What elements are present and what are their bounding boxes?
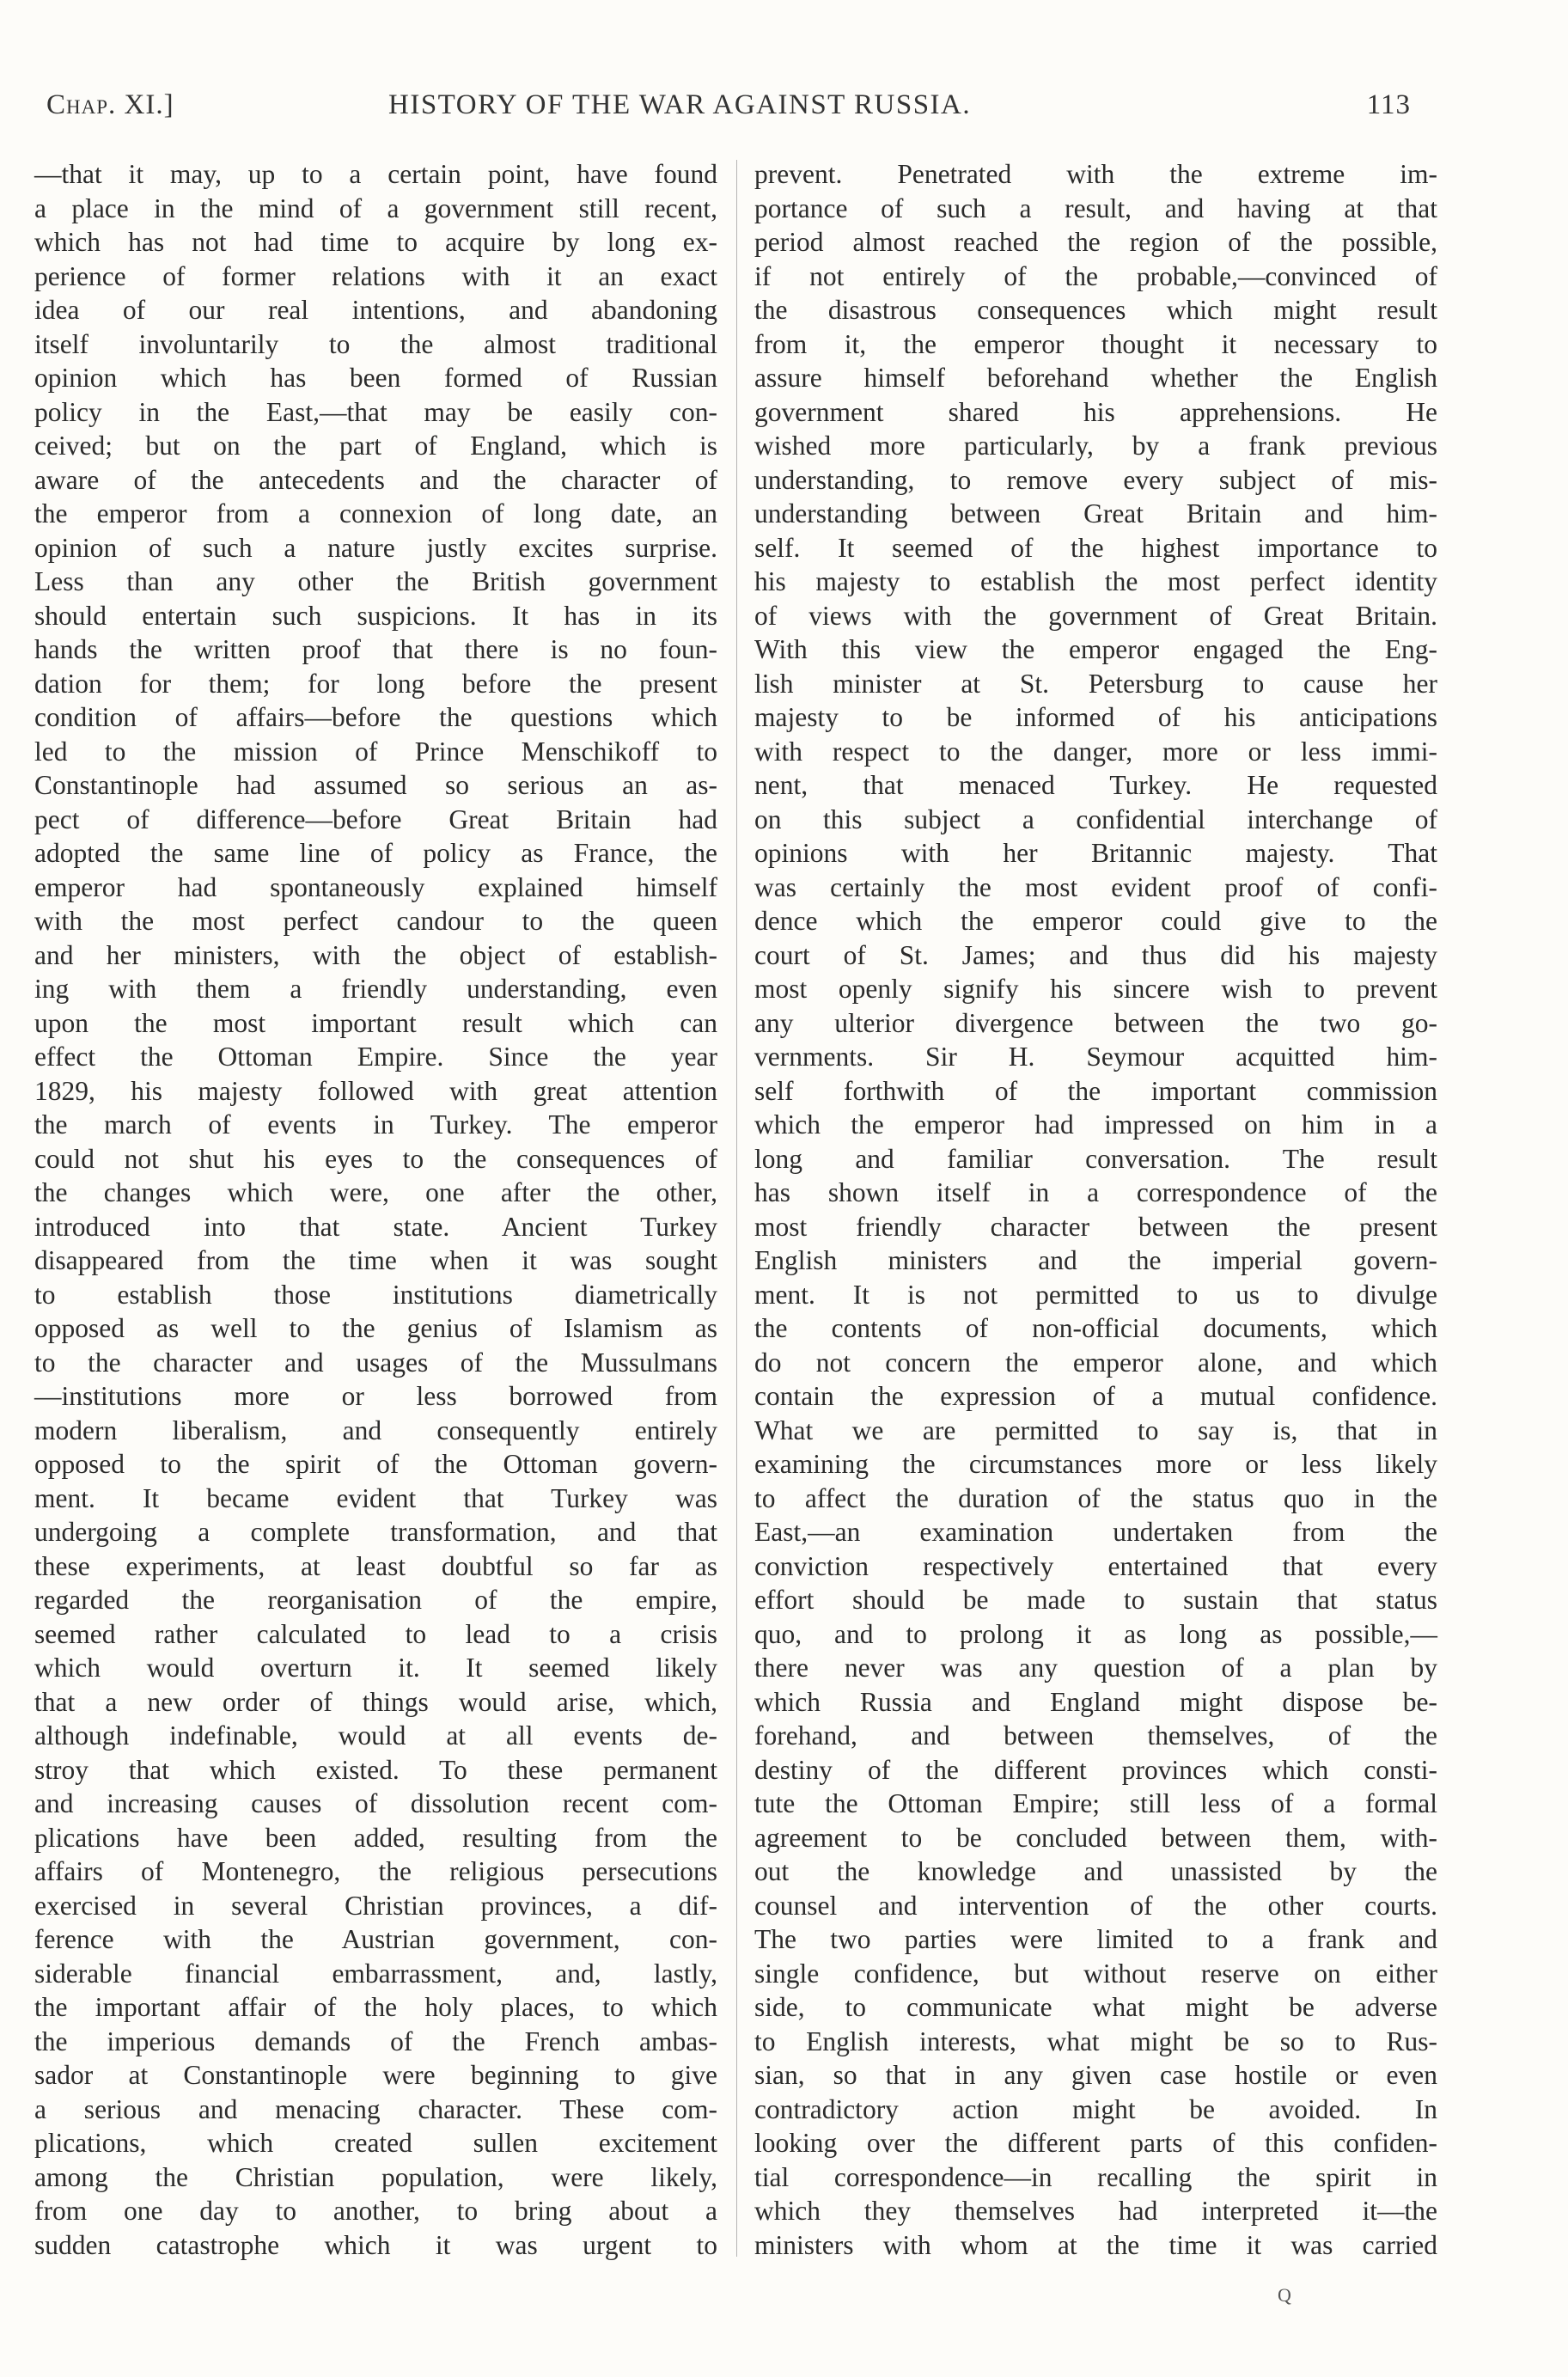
text-line: self forthwith of the important commission bbox=[754, 1075, 1437, 1106]
text-line: itself involuntarily to the almost traditional bbox=[34, 328, 717, 359]
text-line: introduced into that state. Ancient Turkey bbox=[34, 1211, 717, 1242]
text-line: With this view the emperor engaged the Eng- bbox=[754, 634, 1437, 664]
text-line: nent, that menaced Turkey. He requested bbox=[754, 770, 1437, 800]
text-line: exercised in several Christian provinces, a dif- bbox=[34, 1890, 717, 1921]
text-line: his majesty to establish the most perfect identity bbox=[754, 566, 1437, 596]
text-line: prevent. Penetrated with the extreme im- bbox=[754, 159, 1437, 189]
text-line: modern liberalism, and consequently entirely bbox=[34, 1415, 717, 1445]
text-line: ing with them a friendly understanding, even bbox=[34, 974, 717, 1004]
text-line: there never was any question of a plan by bbox=[754, 1653, 1437, 1683]
text-line: a serious and menacing character. These com- bbox=[34, 2093, 717, 2124]
text-line: ference with the Austrian government, con- bbox=[34, 1924, 717, 1954]
text-line: from it, the emperor thought it necessary to bbox=[754, 328, 1437, 359]
text-line: adopted the same line of policy as France, the bbox=[34, 838, 717, 868]
text-line: most friendly character between the present bbox=[754, 1211, 1437, 1242]
text-line: which the emperor had impressed on him in a bbox=[754, 1109, 1437, 1140]
text-line: which Russia and England might dispose be- bbox=[754, 1686, 1437, 1717]
text-line: opinion of such a nature justly excites surprise. bbox=[34, 532, 717, 563]
text-line: that a new order of things would arise, which, bbox=[34, 1686, 717, 1717]
text-line: quo, and to prolong it as long as possible,— bbox=[754, 1618, 1437, 1649]
chapter-label: Chap. XI.] bbox=[46, 89, 174, 120]
text-line: understanding between Great Britain and him- bbox=[754, 498, 1437, 529]
text-line: plications have been added, resulting from the bbox=[34, 1822, 717, 1853]
text-line: The two parties were limited to a frank and bbox=[754, 1924, 1437, 1954]
text-line: effort should be made to sustain that status bbox=[754, 1585, 1437, 1615]
text-line: although indefinable, would at all events de- bbox=[34, 1720, 717, 1751]
text-line: on this subject a confidential interchange of bbox=[754, 804, 1437, 834]
text-line: contradictory action might be avoided. In bbox=[754, 2093, 1437, 2124]
text-line: assure himself beforehand whether the English bbox=[754, 363, 1437, 393]
text-line: sudden catastrophe which it was urgent to bbox=[34, 2229, 717, 2260]
text-line: plications, which created sullen excitement bbox=[34, 2128, 717, 2158]
text-line: pect of difference—before Great Britain had bbox=[34, 804, 717, 834]
text-line: sador at Constantinople were beginning to give bbox=[34, 2060, 717, 2090]
text-line: destiny of the different provinces which consti- bbox=[754, 1754, 1437, 1785]
text-line: —institutions more or less borrowed from bbox=[34, 1381, 717, 1411]
text-line: upon the most important result which can bbox=[34, 1007, 717, 1038]
left-column bbox=[34, 157, 717, 2262]
text-line: the contents of non-official documents, which bbox=[754, 1313, 1437, 1343]
text-line: ment. It is not permitted to us to divulge bbox=[754, 1279, 1437, 1310]
text-line: which would overturn it. It seemed likely bbox=[34, 1653, 717, 1683]
text-line: a place in the mind of a government still recent, bbox=[34, 192, 717, 223]
text-line: Less than any other the British government bbox=[34, 566, 717, 596]
text-line: the emperor from a connexion of long date, an bbox=[34, 498, 717, 529]
text-line: opinions with her Britannic majesty. That bbox=[754, 838, 1437, 868]
text-line: the changes which were, one after the other, bbox=[34, 1177, 717, 1207]
text-line: hands the written proof that there is no foun- bbox=[34, 634, 717, 664]
text-line: ment. It became evident that Turkey was bbox=[34, 1482, 717, 1513]
text-line: conviction respectively entertained that every bbox=[754, 1550, 1437, 1581]
text-line: portance of such a result, and having at that bbox=[754, 192, 1437, 223]
text-line: of views with the government of Great Britain. bbox=[754, 600, 1437, 631]
text-line: opposed as well to the genius of Islamism as bbox=[34, 1313, 717, 1343]
text-line: undergoing a complete transformation, and that bbox=[34, 1517, 717, 1547]
text-line: vernments. Sir H. Seymour acquitted him- bbox=[754, 1042, 1437, 1072]
text-line: could not shut his eyes to the consequences of bbox=[34, 1143, 717, 1174]
text-line: dence which the emperor could give to the bbox=[754, 906, 1437, 936]
text-line: do not concern the emperor alone, and which bbox=[754, 1347, 1437, 1378]
text-line: looking over the different parts of this confiden- bbox=[754, 2128, 1437, 2158]
text-line: and her ministers, with the object of establish- bbox=[34, 939, 717, 970]
text-line: regarded the reorganisation of the empire, bbox=[34, 1585, 717, 1615]
text-line: the disastrous consequences which might result bbox=[754, 295, 1437, 325]
text-line: policy in the East,—that may be easily con- bbox=[34, 396, 717, 427]
text-line: self. It seemed of the highest importance to bbox=[754, 532, 1437, 563]
text-line: counsel and intervention of the other courts. bbox=[754, 1890, 1437, 1921]
text-line: contain the expression of a mutual confidence. bbox=[754, 1381, 1437, 1411]
text-line: which has not had time to acquire by long ex- bbox=[34, 227, 717, 257]
text-line: English ministers and the imperial govern- bbox=[754, 1245, 1437, 1275]
text-line: Constantinople had assumed so serious an as- bbox=[34, 770, 717, 800]
text-line: with respect to the danger, more or less immi- bbox=[754, 736, 1437, 767]
text-line: any ulterior divergence between the two go- bbox=[754, 1007, 1437, 1038]
text-line: opinion which has been formed of Russian bbox=[34, 363, 717, 393]
text-line: these experiments, at least doubtful so far as bbox=[34, 1550, 717, 1581]
text-line: the imperious demands of the French ambas- bbox=[34, 2026, 717, 2056]
text-line: to affect the duration of the status quo in the bbox=[754, 1482, 1437, 1513]
text-line: aware of the antecedents and the character of bbox=[34, 464, 717, 495]
text-line: should entertain such suspicions. It has in its bbox=[34, 600, 717, 631]
text-line: ministers with whom at the time it was carried bbox=[754, 2229, 1437, 2260]
text-line: if not entirely of the probable,—convinced of bbox=[754, 260, 1437, 291]
text-line: examining the circumstances more or less likely bbox=[754, 1449, 1437, 1479]
text-line: the important affair of the holy places, to which bbox=[34, 1992, 717, 2022]
text-line: most openly signify his sincere wish to prevent bbox=[754, 974, 1437, 1004]
text-line: ceived; but on the part of England, which is bbox=[34, 431, 717, 461]
text-line: opposed to the spirit of the Ottoman govern- bbox=[34, 1449, 717, 1479]
page-number: 113 bbox=[1366, 89, 1411, 120]
text-line: with the most perfect candour to the queen bbox=[34, 906, 717, 936]
text-line: perience of former relations with it an exact bbox=[34, 260, 717, 291]
text-line: What we are permitted to say is, that in bbox=[754, 1415, 1437, 1445]
text-line: 1829, his majesty followed with great attention bbox=[34, 1075, 717, 1106]
text-line: side, to communicate what might be adverse bbox=[754, 1992, 1437, 2022]
text-line: and increasing causes of dissolution recent com- bbox=[34, 1788, 717, 1818]
text-line: effect the Ottoman Empire. Since the year bbox=[34, 1042, 717, 1072]
text-line: long and familiar conversation. The result bbox=[754, 1143, 1437, 1174]
text-line: seemed rather calculated to lead to a crisis bbox=[34, 1618, 717, 1649]
text-line: stroy that which existed. To these permanent bbox=[34, 1754, 717, 1785]
signature-mark: Q bbox=[1278, 2284, 1291, 2306]
running-head bbox=[46, 89, 1411, 131]
text-line: led to the mission of Prince Menschikoff to bbox=[34, 736, 717, 767]
right-column bbox=[754, 157, 1437, 2262]
text-line: wished more particularly, by a frank previous bbox=[754, 431, 1437, 461]
text-line: idea of our real intentions, and abandoning bbox=[34, 295, 717, 325]
text-line: lish minister at St. Petersburg to cause her bbox=[754, 668, 1437, 699]
text-line: forehand, and between themselves, of the bbox=[754, 1720, 1437, 1751]
column-divider bbox=[736, 160, 737, 2257]
text-line: disappeared from the time when it was sought bbox=[34, 1245, 717, 1275]
running-title: HISTORY OF THE WAR AGAINST RUSSIA. bbox=[388, 89, 972, 120]
text-line: from one day to another, to bring about a bbox=[34, 2196, 717, 2226]
text-line: majesty to be informed of his anticipations bbox=[754, 702, 1437, 732]
text-line: —that it may, up to a certain point, have found bbox=[34, 159, 717, 189]
text-line: sian, so that in any given case hostile or even bbox=[754, 2060, 1437, 2090]
text-line: among the Christian population, were likely, bbox=[34, 2161, 717, 2192]
text-line: was certainly the most evident proof of confi- bbox=[754, 871, 1437, 902]
text-line: period almost reached the region of the possible, bbox=[754, 227, 1437, 257]
text-line: affairs of Montenegro, the religious persecutions bbox=[34, 1856, 717, 1886]
text-line: to English interests, what might be so to Rus- bbox=[754, 2026, 1437, 2056]
text-line: East,—an examination undertaken from the bbox=[754, 1517, 1437, 1547]
text-line: which they themselves had interpreted it—the bbox=[754, 2196, 1437, 2226]
text-line: single confidence, but without reserve on either bbox=[754, 1958, 1437, 1989]
text-line: tute the Ottoman Empire; still less of a formal bbox=[754, 1788, 1437, 1818]
text-line: agreement to be concluded between them, with- bbox=[754, 1822, 1437, 1853]
text-line: siderable financial embarrassment, and, lastly, bbox=[34, 1958, 717, 1989]
text-line: condition of affairs—before the questions which bbox=[34, 702, 717, 732]
text-line: the march of events in Turkey. The emperor bbox=[34, 1109, 717, 1140]
text-line: emperor had spontaneously explained himself bbox=[34, 871, 717, 902]
text-line: understanding, to remove every subject of mis- bbox=[754, 464, 1437, 495]
text-line: government shared his apprehensions. He bbox=[754, 396, 1437, 427]
text-line: out the knowledge and unassisted by the bbox=[754, 1856, 1437, 1886]
text-line: dation for them; for long before the present bbox=[34, 668, 717, 699]
text-line: court of St. James; and thus did his majesty bbox=[754, 939, 1437, 970]
text-line: to establish those institutions diametrically bbox=[34, 1279, 717, 1310]
text-line: has shown itself in a correspondence of the bbox=[754, 1177, 1437, 1207]
text-line: to the character and usages of the Mussulmans bbox=[34, 1347, 717, 1378]
text-line: tial correspondence—in recalling the spirit in bbox=[754, 2161, 1437, 2192]
